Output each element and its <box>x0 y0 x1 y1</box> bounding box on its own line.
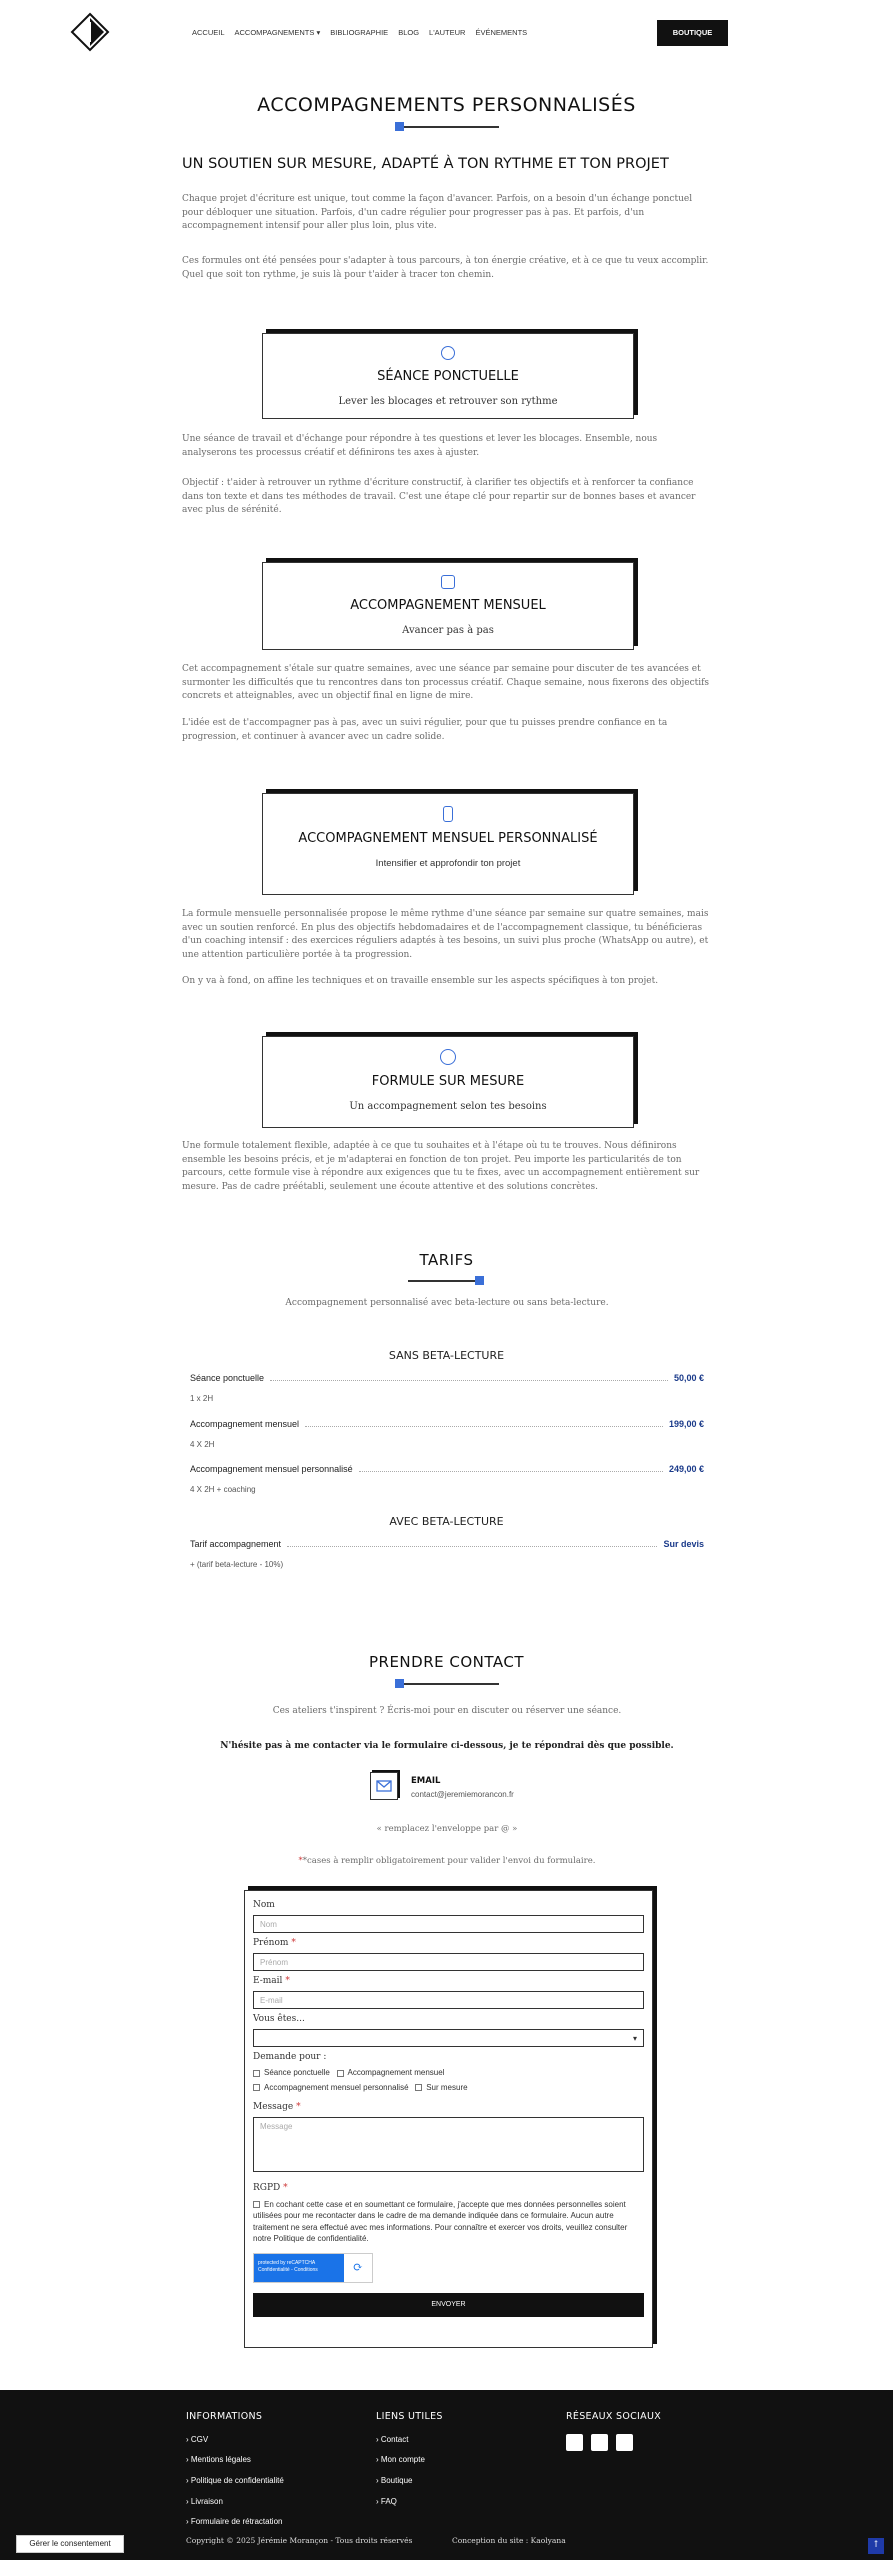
main-nav <box>192 28 527 39</box>
footer-link[interactable]: › FAQ <box>376 2496 397 2506</box>
nom-input[interactable]: Nom <box>253 1915 644 1933</box>
prenom-label: Prénom * <box>253 1938 296 1949</box>
nav-item-accompagnements[interactable] <box>235 28 321 39</box>
footer-link[interactable]: › Formulaire de rétractation <box>186 2517 283 2527</box>
checkbox-sur-mesure[interactable]: Sur mesure <box>415 2083 467 2092</box>
contact-form <box>244 1890 653 2348</box>
price-value: 199,00 € <box>668 1419 704 1429</box>
tarifs-title: TARIFS <box>419 1251 474 1269</box>
nav-item-evenements[interactable]: ÉVÉNEMENTS <box>475 28 528 37</box>
section-subtitle: UN SOUTIEN SUR MESURE, ADAPTÉ À TON RYTHME ET TON PROJET <box>182 156 669 172</box>
footer-info <box>186 2410 284 2537</box>
price-name: Tarif accompagnement <box>190 1539 282 1549</box>
price-sub: 1 x 2H <box>190 1394 214 1404</box>
divider-square <box>395 122 404 131</box>
scroll-top-icon[interactable]: ↑ <box>868 2538 884 2554</box>
shop-button[interactable]: BOUTIQUE <box>657 20 728 46</box>
intro-paragraph-2: Ces formules ont été pensées pour s'adapter à tous parcours, à ton énergie créative, et à ce que tu veux accomplir. Quel que soit ton rythme, je suis là pour t'aider à tracer ton chemin. <box>182 256 709 280</box>
tarifs-intro: Accompagnement personnalisé avec beta-lecture ou sans beta-lecture. <box>285 1298 609 1308</box>
price-sub: + (tarif beta-lecture - 10%) <box>190 1560 284 1570</box>
rgpd-text: En cochant cette case et en soumettant ce formulaire, j'accepte que mes données personnelles soient utilisées pour me recontacter dans le cadre de ma demande indiquée dans ce formulaire. Aucun autre traitement ne sera effectué avec mes informations. Pour connaître et exercer vos droits, veuillez consulter notre Politique de confidentialité. <box>253 2199 628 2244</box>
footer-heading: RÉSEAUX SOCIAUX <box>566 2411 662 2422</box>
chevron-down-icon: ▾ <box>316 28 321 37</box>
site-credit: Conception du site : Kaolyana <box>452 2536 566 2545</box>
message-textarea[interactable]: Message <box>253 2117 644 2172</box>
intro-paragraph-1: Chaque projet d'écriture est unique, tout comme la façon d'avancer. Parfois, on a besoin d'un échange ponctuel pour débloquer une situation. Parfois, d'un cadre régulier pour progresser pas à pas. Et parfois, d'un accompagnement intensif pour aller plus loin, plus vite. <box>182 194 693 231</box>
facebook-icon[interactable] <box>566 2434 583 2451</box>
offer-card-personnalise <box>262 793 634 895</box>
prenom-input[interactable]: Prénom <box>253 1953 644 1971</box>
offer-paragraph: Une séance de travail et d'échange pour répondre à tes questions et lever les blocages. Ensemble, nous analyserons tes processus créatif et définirons tes axes à ajuster. <box>182 434 658 458</box>
footer-link[interactable]: › Mon compte <box>376 2455 425 2465</box>
footer-link[interactable]: › Politique de confidentialité <box>186 2475 284 2485</box>
price-value: 50,00 € <box>673 1373 704 1383</box>
offer-subtitle: Intensifier et approfondir ton projet <box>375 857 521 869</box>
send-button[interactable]: ENVOYER <box>253 2293 644 2317</box>
calendar-icon <box>441 575 455 589</box>
vous-label: Vous êtes... <box>253 2014 305 2025</box>
footer-link[interactable]: › CGV <box>186 2434 209 2444</box>
offer-paragraph: On y va à fond, on affine les techniques et on travaille ensemble sur les aspects spécifiques à ton projet. <box>182 976 659 986</box>
footer-link[interactable]: › Contact <box>376 2434 409 2444</box>
footer-heading: INFORMATIONS <box>186 2411 263 2422</box>
recaptcha-widget[interactable]: protected by reCAPTCHA Confidentialité - Conditions ⟳ <box>253 2253 373 2283</box>
divider-square <box>395 1679 404 1688</box>
contact-title: PRENDRE CONTACT <box>368 1653 525 1671</box>
email-address[interactable]: contact@jeremiemorancon.fr <box>411 1790 514 1799</box>
lightbulb-icon <box>441 346 455 360</box>
instagram-icon[interactable] <box>591 2434 608 2451</box>
offer-card-ponctuelle <box>262 333 634 419</box>
email-label: E-mail * <box>253 1976 290 1987</box>
phone-icon <box>443 806 453 822</box>
offer-title: FORMULE SUR MESURE <box>371 1074 525 1089</box>
offer-card-mensuel <box>262 562 634 650</box>
vous-select[interactable] <box>253 2029 644 2047</box>
offer-paragraph: L'idée est de t'accompagner pas à pas, avec un suivi régulier, pour que tu puisses prendre confiance en ta progression, et continuer à avancer avec un cadre solide. <box>182 718 668 742</box>
contact-paragraph-1: Ces ateliers t'inspirent ? Écris-moi pour en discuter ou réserver une séance. <box>272 1706 622 1716</box>
footer-liens <box>376 2410 443 2516</box>
page-title: ACCOMPAGNEMENTS PERSONNALISÉS <box>257 94 636 116</box>
price-name: Accompagnement mensuel personnalisé <box>190 1464 353 1474</box>
price-sub: 4 X 2H + coaching <box>190 1485 256 1495</box>
demande-options <box>253 2067 644 2079</box>
envelope-icon <box>370 1772 398 1800</box>
nav-label: ACCOMPAGNEMENTS <box>234 28 315 37</box>
nav-item-auteur[interactable]: L'AUTEUR <box>429 28 466 37</box>
nom-label: Nom <box>253 1900 275 1910</box>
contact-divider <box>395 1683 499 1685</box>
email-label: EMAIL <box>411 1776 441 1786</box>
footer-link[interactable]: › Livraison <box>186 2496 223 2506</box>
checkbox-mensuel[interactable]: Accompagnement mensuel <box>337 2068 445 2077</box>
price-value: 249,00 € <box>668 1464 704 1474</box>
offer-subtitle: Un accompagnement selon tes besoins <box>349 1100 547 1112</box>
rgpd-label: RGPD * <box>253 2183 288 2194</box>
offer-card-sur-mesure <box>262 1036 634 1128</box>
title-divider <box>395 126 499 128</box>
offer-subtitle: Avancer pas à pas <box>402 624 494 636</box>
price-item <box>190 1463 704 1496</box>
nav-item-accueil[interactable]: ACCUEIL <box>192 28 225 37</box>
price-item <box>190 1372 704 1405</box>
tarifs-divider <box>408 1280 484 1282</box>
divider-square <box>475 1276 484 1285</box>
price-sub: 4 X 2H <box>190 1440 215 1450</box>
demande-label: Demande pour : <box>253 2052 327 2063</box>
email-input[interactable]: E-mail <box>253 1991 644 2009</box>
required-note: **cases à remplir obligatoirement pour valider l'envoi du formulaire. <box>298 1856 596 1866</box>
footer-link[interactable]: › Mentions légales <box>186 2455 251 2465</box>
rgpd-consent <box>253 2199 644 2245</box>
offer-paragraph: Objectif : t'aider à retrouver un rythme d'écriture constructif, à clarifier tes objectifs et à renforcer ta confiance dans ton texte et dans tes méthodes de travail. C'est une étape clé pour repartir sur de bonnes bases et avancer avec plus de sérénité. <box>182 478 696 515</box>
offer-title: ACCOMPAGNEMENT MENSUEL <box>350 598 546 613</box>
offer-paragraph: Cet accompagnement s'étale sur quatre semaines, avec une séance par semaine pour discuter de tes avancées et surmonter les difficultés que tu rencontres dans ton processus créatif. Chaque semaine, nous fixerons des objectifs concrets et atteignables, avec un objectif final en ligne de mire. <box>182 664 710 701</box>
price-value: Sur devis <box>663 1539 704 1549</box>
avec-beta-title: AVEC BETA-LECTURE <box>389 1515 504 1528</box>
price-name: Séance ponctuelle <box>190 1373 265 1383</box>
recaptcha-icon: ⟳ <box>352 2260 364 2275</box>
checkbox-ponctuelle[interactable]: Séance ponctuelle <box>253 2068 330 2077</box>
site-logo[interactable] <box>70 12 110 52</box>
linkedin-icon[interactable] <box>616 2434 633 2451</box>
price-item <box>190 1418 704 1451</box>
footer-social <box>566 2410 661 2456</box>
nav-item-blog[interactable]: BLOG <box>398 28 420 37</box>
offer-title: SÉANCE PONCTUELLE <box>377 369 519 384</box>
copyright: Copyright © 2025 Jérémie Morançon - Tous droits réservés <box>186 2536 413 2545</box>
required-text: *cases à remplir obligatoirement pour valider l'envoi du formulaire. <box>302 1856 596 1866</box>
offer-paragraph: La formule mensuelle personnalisée propose le même rythme d'une séance par semaine sur quatre semaines, mais avec un soutien renforcé. En plus des objectifs hebdomadaires et de l'accompagnement classique, tu bénéficieras d'un coaching intensif : des exercices réguliers adaptés à tes besoins, un suivi plus proche (WhatsApp ou autre), et une attention particulière portée à ta progression. <box>182 909 709 960</box>
demande-options <box>253 2082 644 2094</box>
email-note: « remplacez l'enveloppe par @ » <box>376 1824 518 1834</box>
sans-beta-title: SANS BETA-LECTURE <box>388 1349 505 1362</box>
site-footer <box>0 2390 893 2560</box>
site-header <box>0 0 893 64</box>
message-label: Message * <box>253 2102 301 2113</box>
price-name: Accompagnement mensuel <box>190 1419 300 1429</box>
footer-link[interactable]: › Boutique <box>376 2475 413 2485</box>
nav-item-bibliographie[interactable]: BIBLIOGRAPHIE <box>330 28 389 37</box>
fingerprint-icon <box>440 1049 456 1065</box>
rgpd-checkbox[interactable] <box>253 2201 260 2208</box>
checkbox-personnalise[interactable]: Accompagnement mensuel personnalisé <box>253 2083 409 2092</box>
offer-subtitle: Lever les blocages et retrouver son rythme <box>338 395 558 407</box>
footer-heading: LIENS UTILES <box>376 2411 443 2422</box>
offer-paragraph: Une formule totalement flexible, adaptée à ce que tu souhaites et à l'étape où tu te trouves. Nous définirons ensemble les besoins précis, et je m'adapterai en fonction de ton projet. Peu importe les particularités de ton parcours, cette formule vise à répondre aux exigences que tu te fixes, avec un accompagnement entièrement sur mesure. Pas de cadre préétabli, seulement une écoute attentive et des solutions concrètes. <box>182 1141 700 1192</box>
chevron-down-icon: ▾ <box>632 2034 637 2044</box>
offer-title: ACCOMPAGNEMENT MENSUEL PERSONNALISÉ <box>298 831 598 846</box>
consent-button[interactable]: Gérer le consentement <box>16 2535 124 2553</box>
price-item <box>190 1538 704 1571</box>
contact-paragraph-2: N'hésite pas à me contacter via le formulaire ci-dessous, je te répondrai dès que possible. <box>220 1741 674 1751</box>
